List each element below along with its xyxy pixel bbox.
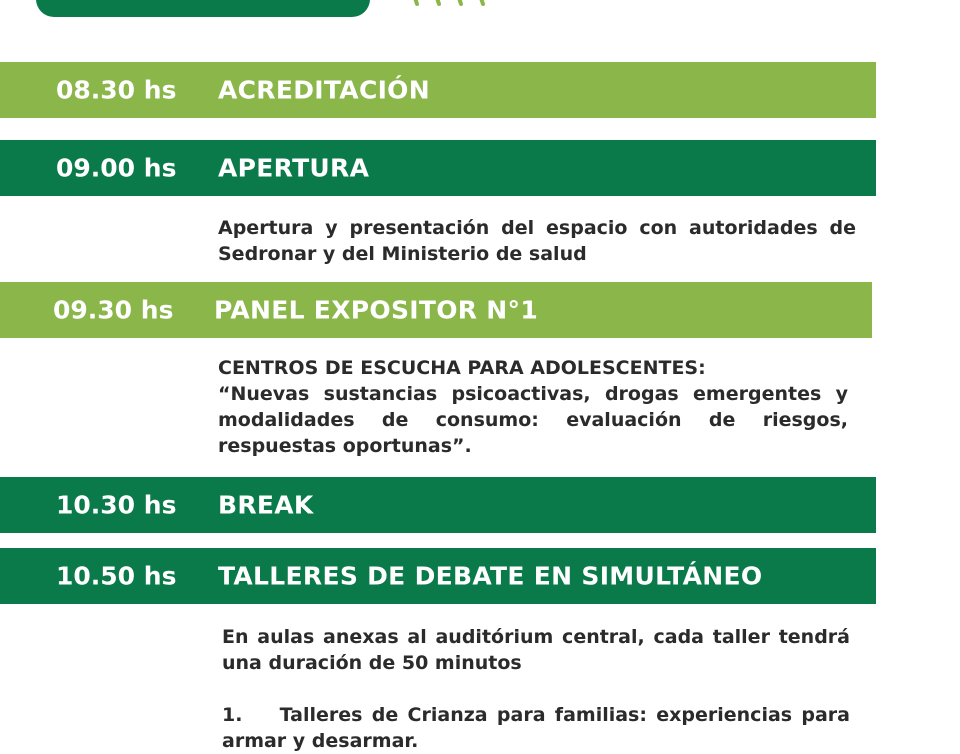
schedule-time: 10.50 hs bbox=[56, 561, 177, 591]
header-banner bbox=[36, 0, 370, 17]
workshops-description: En aulas anexas al auditórium central, cada taller tendrá una duración de 50 minutos bbox=[222, 626, 850, 674]
workshop-list-item bbox=[222, 702, 850, 754]
schedule-title: APERTURA bbox=[218, 153, 370, 183]
schedule-row-panel-1 bbox=[0, 282, 872, 338]
decorative-marks-icon bbox=[405, 0, 505, 8]
schedule-time: 10.30 hs bbox=[56, 490, 177, 520]
opening-description: Apertura y presentación del espacio con autoridades de Sedronar y del Ministerio de salud bbox=[218, 217, 856, 265]
schedule-title: PANEL EXPOSITOR N°1 bbox=[214, 295, 539, 325]
schedule-row-workshops bbox=[0, 548, 876, 604]
schedule-row-break bbox=[0, 477, 876, 533]
schedule-time: 09.30 hs bbox=[53, 295, 174, 325]
list-item-text: Talleres de Crianza para familias: experiencias para armar y desarmar. bbox=[222, 704, 851, 752]
panel-subtitle: CENTROS DE ESCUCHA PARA ADOLESCENTES: bbox=[218, 357, 706, 379]
panel-description bbox=[218, 355, 848, 459]
list-item-number: 1. bbox=[222, 704, 243, 726]
schedule-title: TALLERES DE DEBATE EN SIMULTÁNEO bbox=[218, 561, 763, 591]
panel-topic: “Nuevas sustancias psicoactivas, drogas emergentes y modalidades de consumo: evaluación de riesgos, respuestas oportunas”. bbox=[218, 383, 848, 457]
schedule-time: 08.30 hs bbox=[56, 75, 177, 105]
schedule-row-opening bbox=[0, 140, 876, 196]
schedule-row-accreditation bbox=[0, 62, 876, 118]
schedule-title: ACREDITACIÓN bbox=[218, 75, 430, 105]
schedule-time: 09.00 hs bbox=[56, 153, 177, 183]
schedule-title: BREAK bbox=[218, 490, 314, 520]
